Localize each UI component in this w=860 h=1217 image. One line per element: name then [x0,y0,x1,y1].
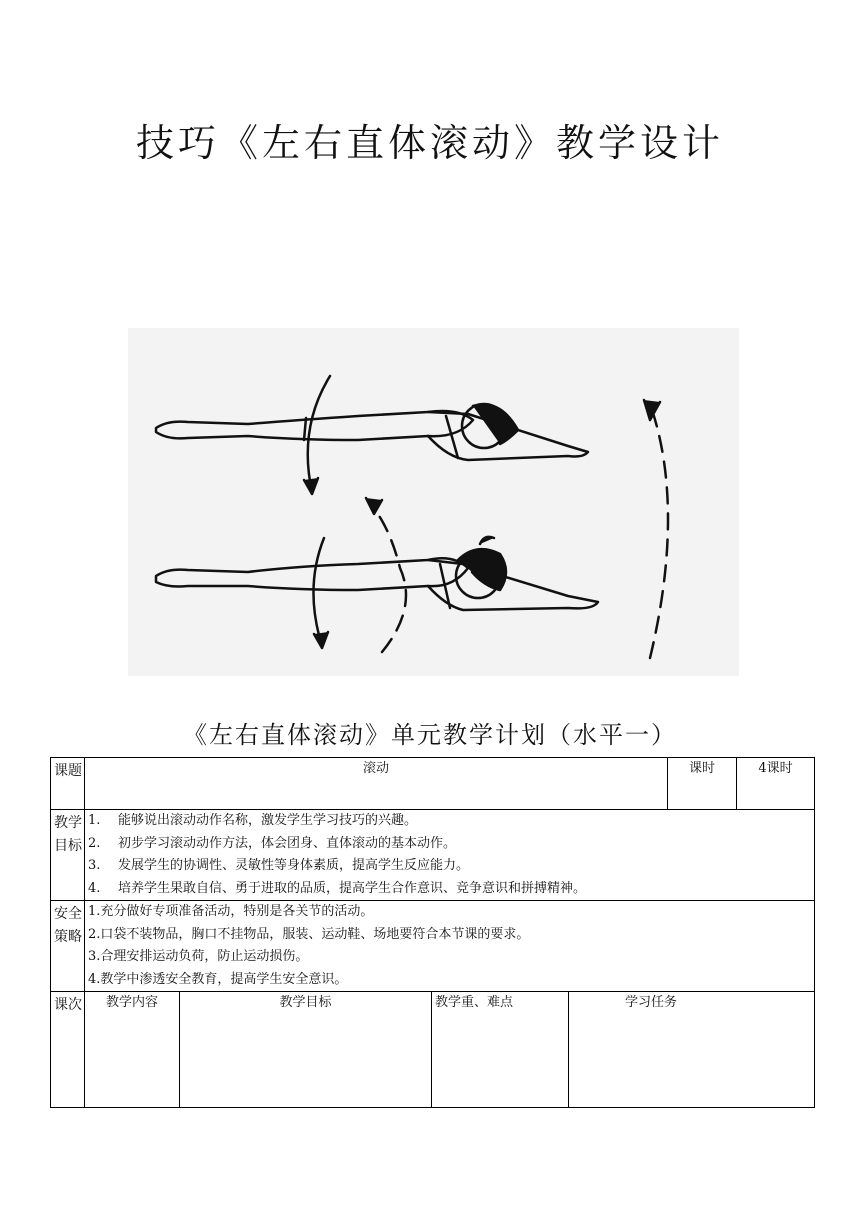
hours-label: 课时 [668,758,737,810]
hours-value: 4课时 [737,758,815,810]
goal-item: 3. 发展学生的协调性、灵敏性等身体素质，提高学生反应能力。 [88,858,470,873]
safety-item: 2.口袋不装物品，胸口不挂物品，服装、运动鞋、场地要符合本节课的要求。 [88,926,530,942]
safety-cell [85,901,815,992]
rolling-illustration-drawing [128,328,739,676]
topic-label: 课题 [51,758,85,810]
goals-label: 教学目标 [51,810,85,901]
goals-cell [85,810,815,901]
safety-label: 安全策略 [51,901,85,992]
unit-plan-title: 《左右直体滚动》单元教学计划（水平一） [183,721,677,749]
safety-item: 1.充分做好专项准备活动，特别是各关节的活动。 [88,904,374,919]
lesson-label: 课次 [51,992,85,1108]
col-content-header: 教学内容 [85,992,180,1108]
rolling-illustration [128,328,739,676]
goal-item: 4. 培养学生果敢自信、勇于进取的品质，提高学生合作意识、竞争意识和拼搏精神。 [88,880,587,896]
table-row-lessons [51,992,815,1108]
table-row-safety [51,901,815,992]
goal-item: 1. 能够说出滚动动作名称，激发学生学习技巧的兴趣。 [88,813,418,828]
safety-item: 4.教学中渗透安全教育，提高学生安全意识。 [88,971,348,987]
table-row-topic [51,758,815,810]
col-keypoints-header: 教学重、难点 [432,992,569,1108]
col-tasks-header: 学习任务 [569,992,815,1108]
col-objective-header: 教学目标 [180,992,432,1108]
document-title: 技巧《左右直体滚动》教学设计 [135,121,724,165]
topic-value: 滚动 [85,758,668,810]
safety-item: 3.合理安排运动负荷，防止运动损伤。 [88,949,309,964]
unit-plan-table [50,757,815,1108]
table-row-goals [51,810,815,901]
goal-item: 2. 初步学习滚动动作方法，体会团身、直体滚动的基本动作。 [88,835,457,851]
